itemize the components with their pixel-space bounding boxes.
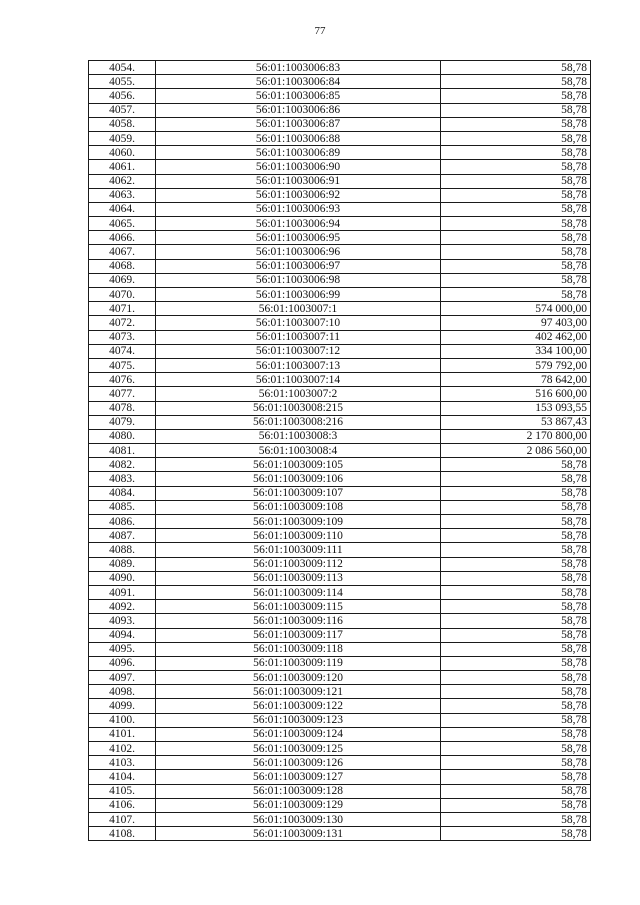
cadastral-number-cell: 56:01:1003009:120 — [156, 671, 441, 685]
cadastral-number-cell: 56:01:1003007:11 — [156, 330, 441, 344]
cadastral-number-cell: 56:01:1003009:130 — [156, 812, 441, 826]
cadastral-value-cell: 334 100,00 — [441, 344, 591, 358]
cadastral-value-cell: 153 093,55 — [441, 401, 591, 415]
table-row — [89, 727, 591, 741]
cadastral-value-cell: 58,78 — [441, 61, 591, 75]
table-row — [89, 756, 591, 770]
row-number-cell: 4072. — [89, 316, 156, 330]
table-row — [89, 387, 591, 401]
cadastral-number-cell: 56:01:1003009:113 — [156, 571, 441, 585]
table-row — [89, 656, 591, 670]
row-number-cell: 4090. — [89, 571, 156, 585]
cadastral-value-cell: 97 403,00 — [441, 316, 591, 330]
cadastral-value-cell: 58,78 — [441, 742, 591, 756]
cadastral-number-cell: 56:01:1003007:10 — [156, 316, 441, 330]
cadastral-number-cell: 56:01:1003006:90 — [156, 160, 441, 174]
cadastral-number-cell: 56:01:1003009:110 — [156, 529, 441, 543]
cadastral-number-cell: 56:01:1003007:2 — [156, 387, 441, 401]
cadastral-number-cell: 56:01:1003006:85 — [156, 89, 441, 103]
cadastral-value-cell: 58,78 — [441, 131, 591, 145]
cadastral-number-cell: 56:01:1003006:93 — [156, 202, 441, 216]
row-number-cell: 4091. — [89, 585, 156, 599]
row-number-cell: 4092. — [89, 600, 156, 614]
table-row — [89, 344, 591, 358]
cadastral-value-cell: 58,78 — [441, 500, 591, 514]
cadastral-value-cell: 58,78 — [441, 117, 591, 131]
row-number-cell: 4063. — [89, 188, 156, 202]
cadastral-number-cell: 56:01:1003006:95 — [156, 231, 441, 245]
row-number-cell: 4086. — [89, 515, 156, 529]
table-row — [89, 827, 591, 841]
row-number-cell: 4100. — [89, 713, 156, 727]
table-row — [89, 742, 591, 756]
table-row — [89, 798, 591, 812]
cadastral-value-table — [88, 60, 591, 841]
row-number-cell: 4065. — [89, 217, 156, 231]
table-row — [89, 288, 591, 302]
cadastral-number-cell: 56:01:1003009:118 — [156, 642, 441, 656]
row-number-cell: 4084. — [89, 486, 156, 500]
cadastral-value-cell: 2 086 560,00 — [441, 444, 591, 458]
cadastral-value-cell: 58,78 — [441, 515, 591, 529]
cadastral-value-cell: 516 600,00 — [441, 387, 591, 401]
cadastral-value-cell: 58,78 — [441, 231, 591, 245]
row-number-cell: 4059. — [89, 131, 156, 145]
row-number-cell: 4069. — [89, 273, 156, 287]
table-row — [89, 486, 591, 500]
table-row — [89, 458, 591, 472]
row-number-cell: 4066. — [89, 231, 156, 245]
row-number-cell: 4097. — [89, 671, 156, 685]
row-number-cell: 4102. — [89, 742, 156, 756]
cadastral-number-cell: 56:01:1003006:98 — [156, 273, 441, 287]
row-number-cell: 4058. — [89, 117, 156, 131]
row-number-cell: 4079. — [89, 415, 156, 429]
cadastral-number-cell: 56:01:1003009:123 — [156, 713, 441, 727]
cadastral-value-cell: 58,78 — [441, 288, 591, 302]
cadastral-value-cell: 58,78 — [441, 486, 591, 500]
cadastral-value-cell: 58,78 — [441, 543, 591, 557]
table-row — [89, 302, 591, 316]
table-row — [89, 614, 591, 628]
row-number-cell: 4104. — [89, 770, 156, 784]
cadastral-value-cell: 58,78 — [441, 174, 591, 188]
row-number-cell: 4087. — [89, 529, 156, 543]
cadastral-number-cell: 56:01:1003006:94 — [156, 217, 441, 231]
cadastral-value-cell: 58,78 — [441, 188, 591, 202]
table-row — [89, 75, 591, 89]
cadastral-number-cell: 56:01:1003009:122 — [156, 699, 441, 713]
cadastral-number-cell: 56:01:1003007:12 — [156, 344, 441, 358]
cadastral-value-cell: 58,78 — [441, 202, 591, 216]
cadastral-value-cell: 53 867,43 — [441, 415, 591, 429]
cadastral-value-cell: 58,78 — [441, 756, 591, 770]
row-number-cell: 4062. — [89, 174, 156, 188]
cadastral-value-cell: 58,78 — [441, 245, 591, 259]
cadastral-number-cell: 56:01:1003008:4 — [156, 444, 441, 458]
table-row — [89, 671, 591, 685]
cadastral-value-cell: 58,78 — [441, 600, 591, 614]
row-number-cell: 4083. — [89, 472, 156, 486]
cadastral-value-cell: 58,78 — [441, 727, 591, 741]
cadastral-value-cell: 58,78 — [441, 614, 591, 628]
cadastral-number-cell: 56:01:1003006:89 — [156, 146, 441, 160]
table-row — [89, 500, 591, 514]
cadastral-value-cell: 58,78 — [441, 671, 591, 685]
cadastral-number-cell: 56:01:1003009:124 — [156, 727, 441, 741]
cadastral-number-cell: 56:01:1003009:128 — [156, 784, 441, 798]
row-number-cell: 4094. — [89, 628, 156, 642]
table-row — [89, 103, 591, 117]
table-row — [89, 160, 591, 174]
cadastral-value-cell: 58,78 — [441, 529, 591, 543]
cadastral-number-cell: 56:01:1003007:13 — [156, 358, 441, 372]
cadastral-number-cell: 56:01:1003006:99 — [156, 288, 441, 302]
row-number-cell: 4088. — [89, 543, 156, 557]
cadastral-value-cell: 58,78 — [441, 89, 591, 103]
table-row — [89, 571, 591, 585]
cadastral-value-cell: 58,78 — [441, 628, 591, 642]
table-row — [89, 444, 591, 458]
table-row — [89, 259, 591, 273]
row-number-cell: 4085. — [89, 500, 156, 514]
cadastral-value-cell: 58,78 — [441, 812, 591, 826]
cadastral-value-cell: 58,78 — [441, 146, 591, 160]
cadastral-number-cell: 56:01:1003009:116 — [156, 614, 441, 628]
table-row — [89, 373, 591, 387]
table-row — [89, 429, 591, 443]
row-number-cell: 4081. — [89, 444, 156, 458]
table-row — [89, 600, 591, 614]
cadastral-number-cell: 56:01:1003009:107 — [156, 486, 441, 500]
table-row — [89, 217, 591, 231]
table-row — [89, 685, 591, 699]
table-row — [89, 146, 591, 160]
cadastral-number-cell: 56:01:1003006:83 — [156, 61, 441, 75]
cadastral-number-cell: 56:01:1003009:126 — [156, 756, 441, 770]
page-number: 77 — [314, 25, 326, 37]
cadastral-number-cell: 56:01:1003009:117 — [156, 628, 441, 642]
table-row — [89, 401, 591, 415]
table-row — [89, 557, 591, 571]
table-row — [89, 117, 591, 131]
table-row — [89, 202, 591, 216]
cadastral-value-cell: 579 792,00 — [441, 358, 591, 372]
row-number-cell: 4075. — [89, 358, 156, 372]
cadastral-value-cell: 2 170 800,00 — [441, 429, 591, 443]
table-row — [89, 770, 591, 784]
cadastral-number-cell: 56:01:1003006:87 — [156, 117, 441, 131]
table-body — [89, 61, 591, 841]
table-row — [89, 61, 591, 75]
cadastral-value-cell: 58,78 — [441, 103, 591, 117]
row-number-cell: 4073. — [89, 330, 156, 344]
cadastral-number-cell: 56:01:1003008:3 — [156, 429, 441, 443]
cadastral-value-cell: 58,78 — [441, 784, 591, 798]
cadastral-number-cell: 56:01:1003009:129 — [156, 798, 441, 812]
row-number-cell: 4054. — [89, 61, 156, 75]
cadastral-value-cell: 58,78 — [441, 217, 591, 231]
table-row — [89, 273, 591, 287]
row-number-cell: 4067. — [89, 245, 156, 259]
cadastral-number-cell: 56:01:1003008:216 — [156, 415, 441, 429]
table-row — [89, 174, 591, 188]
row-number-cell: 4089. — [89, 557, 156, 571]
table-row — [89, 543, 591, 557]
table-row — [89, 642, 591, 656]
cadastral-value-cell: 78 642,00 — [441, 373, 591, 387]
cadastral-value-cell: 58,78 — [441, 557, 591, 571]
cadastral-number-cell: 56:01:1003006:86 — [156, 103, 441, 117]
row-number-cell: 4060. — [89, 146, 156, 160]
row-number-cell: 4096. — [89, 656, 156, 670]
cadastral-number-cell: 56:01:1003006:91 — [156, 174, 441, 188]
cadastral-number-cell: 56:01:1003009:108 — [156, 500, 441, 514]
cadastral-number-cell: 56:01:1003009:114 — [156, 585, 441, 599]
row-number-cell: 4076. — [89, 373, 156, 387]
cadastral-value-cell: 58,78 — [441, 798, 591, 812]
cadastral-value-cell: 58,78 — [441, 770, 591, 784]
cadastral-value-cell: 402 462,00 — [441, 330, 591, 344]
row-number-cell: 4070. — [89, 288, 156, 302]
row-number-cell: 4077. — [89, 387, 156, 401]
cadastral-value-cell: 58,78 — [441, 160, 591, 174]
cadastral-number-cell: 56:01:1003009:109 — [156, 515, 441, 529]
row-number-cell: 4078. — [89, 401, 156, 415]
table-row — [89, 89, 591, 103]
cadastral-number-cell: 56:01:1003009:112 — [156, 557, 441, 571]
table-row — [89, 529, 591, 543]
cadastral-value-cell: 58,78 — [441, 713, 591, 727]
cadastral-number-cell: 56:01:1003009:106 — [156, 472, 441, 486]
cadastral-value-cell: 58,78 — [441, 75, 591, 89]
cadastral-value-cell: 58,78 — [441, 685, 591, 699]
table-row — [89, 188, 591, 202]
row-number-cell: 4061. — [89, 160, 156, 174]
row-number-cell: 4071. — [89, 302, 156, 316]
cadastral-number-cell: 56:01:1003008:215 — [156, 401, 441, 415]
cadastral-number-cell: 56:01:1003009:127 — [156, 770, 441, 784]
table-row — [89, 415, 591, 429]
cadastral-value-cell: 574 000,00 — [441, 302, 591, 316]
cadastral-number-cell: 56:01:1003009:121 — [156, 685, 441, 699]
cadastral-number-cell: 56:01:1003006:96 — [156, 245, 441, 259]
cadastral-value-cell: 58,78 — [441, 827, 591, 841]
cadastral-value-cell: 58,78 — [441, 458, 591, 472]
table-row — [89, 812, 591, 826]
table-row — [89, 316, 591, 330]
row-number-cell: 4056. — [89, 89, 156, 103]
row-number-cell: 4064. — [89, 202, 156, 216]
cadastral-number-cell: 56:01:1003009:131 — [156, 827, 441, 841]
cadastral-number-cell: 56:01:1003006:84 — [156, 75, 441, 89]
table-row — [89, 245, 591, 259]
cadastral-number-cell: 56:01:1003009:105 — [156, 458, 441, 472]
row-number-cell: 4095. — [89, 642, 156, 656]
cadastral-number-cell: 56:01:1003009:115 — [156, 600, 441, 614]
cadastral-value-cell: 58,78 — [441, 571, 591, 585]
cadastral-number-cell: 56:01:1003009:119 — [156, 656, 441, 670]
row-number-cell: 4106. — [89, 798, 156, 812]
cadastral-value-cell: 58,78 — [441, 699, 591, 713]
row-number-cell: 4098. — [89, 685, 156, 699]
cadastral-number-cell: 56:01:1003006:97 — [156, 259, 441, 273]
cadastral-value-cell: 58,78 — [441, 656, 591, 670]
cadastral-number-cell: 56:01:1003006:88 — [156, 131, 441, 145]
table-row — [89, 585, 591, 599]
table-row — [89, 330, 591, 344]
cadastral-number-cell: 56:01:1003007:14 — [156, 373, 441, 387]
row-number-cell: 4093. — [89, 614, 156, 628]
table-row — [89, 131, 591, 145]
table-row — [89, 358, 591, 372]
row-number-cell: 4068. — [89, 259, 156, 273]
table-row — [89, 472, 591, 486]
table-row — [89, 713, 591, 727]
table-row — [89, 699, 591, 713]
row-number-cell: 4107. — [89, 812, 156, 826]
table-row — [89, 231, 591, 245]
row-number-cell: 4108. — [89, 827, 156, 841]
cadastral-value-cell: 58,78 — [441, 259, 591, 273]
table-row — [89, 515, 591, 529]
cadastral-number-cell: 56:01:1003009:125 — [156, 742, 441, 756]
row-number-cell: 4057. — [89, 103, 156, 117]
row-number-cell: 4101. — [89, 727, 156, 741]
row-number-cell: 4103. — [89, 756, 156, 770]
cadastral-number-cell: 56:01:1003007:1 — [156, 302, 441, 316]
row-number-cell: 4105. — [89, 784, 156, 798]
cadastral-value-cell: 58,78 — [441, 585, 591, 599]
table-row — [89, 628, 591, 642]
table-row — [89, 784, 591, 798]
row-number-cell: 4055. — [89, 75, 156, 89]
cadastral-number-cell: 56:01:1003006:92 — [156, 188, 441, 202]
cadastral-value-cell: 58,78 — [441, 642, 591, 656]
row-number-cell: 4080. — [89, 429, 156, 443]
row-number-cell: 4099. — [89, 699, 156, 713]
cadastral-number-cell: 56:01:1003009:111 — [156, 543, 441, 557]
cadastral-value-cell: 58,78 — [441, 472, 591, 486]
row-number-cell: 4074. — [89, 344, 156, 358]
cadastral-value-cell: 58,78 — [441, 273, 591, 287]
row-number-cell: 4082. — [89, 458, 156, 472]
